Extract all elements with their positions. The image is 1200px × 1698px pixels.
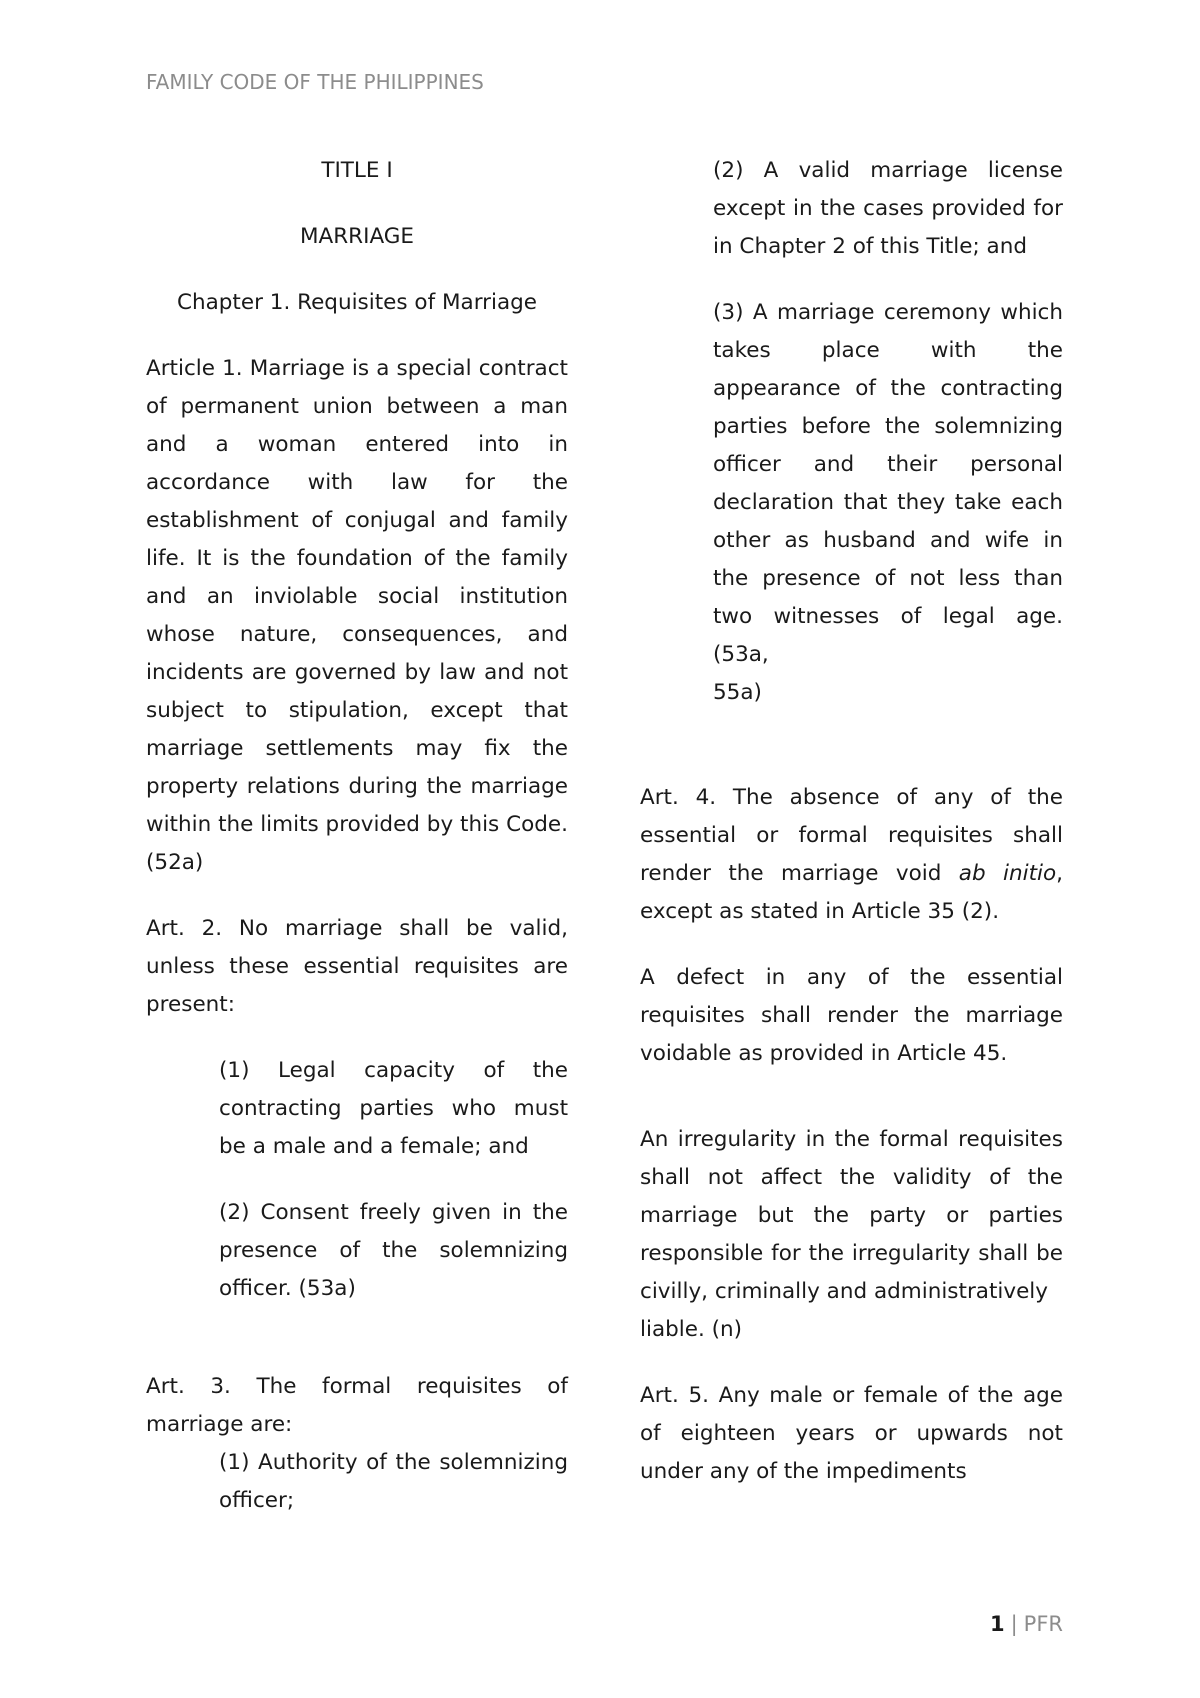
subtitle-heading: MARRIAGE <box>299 224 415 249</box>
article-4 <box>640 779 1063 931</box>
article-3-item-3-end: 55a) <box>713 680 762 705</box>
article-4-text-end: , except as stated in Article 35 (2). <box>640 861 1063 924</box>
article-3-item-2: (2) A valid marriage license except in the cases provided for in Chapter 2 of this Title; and <box>713 158 1063 259</box>
footer-label: PFR <box>1023 1612 1063 1636</box>
page-number: 1 <box>989 1612 1005 1636</box>
left-column <box>146 152 568 1520</box>
article-3-item-1: (1) Authority of the solemnizing officer; <box>219 1450 568 1513</box>
article-2: Art. 2. No marriage shall be valid, unless these essential requisites are present: <box>146 916 568 1017</box>
article-2-item-2: (2) Consent freely given in the presence of the solemnizing officer. (53a) <box>219 1200 568 1301</box>
article-3: Art. 3. The formal requisites of marriage are: <box>146 1374 568 1437</box>
article-4-text: Art. 4. The absence of any of the essential or formal requisites shall render the marriage void <box>640 785 1063 886</box>
title-heading: TITLE I <box>321 158 393 183</box>
article-2-item-1: (1) Legal capacity of the contracting parties who must be a male and a female; and <box>219 1058 568 1159</box>
right-column <box>640 152 1063 1491</box>
article-1: Article 1. Marriage is a special contract of permanent union between a man and a woman entered into in accordance with law for the establishment of conjugal and family life. It is the foundation of the family and an inviolable social institution whose nature, consequences, and incidents are governed by law and not subject to stipulation, except that marriage settlements may fix the property relations during the marriage within the limits provided by this Code. (52a) <box>146 356 568 875</box>
footer-separator: | <box>1010 1612 1018 1636</box>
article-3-item-3: (3) A marriage ceremony which takes place with the appearance of the contracting parties before the solemnizing officer and their personal declaration that they take each other as husband and wife in the presence of not less than two witnesses of legal age. (53a, <box>713 300 1063 667</box>
running-header: FAMILY CODE OF THE PHILIPPINES <box>146 70 484 94</box>
article-4-latin: ab initio <box>958 861 1057 886</box>
article-4-paragraph-2: A defect in any of the essential requisites shall render the marriage voidable as provided in Article 45. <box>640 965 1063 1066</box>
article-4-paragraph-3-end: liable. (n) <box>640 1317 743 1342</box>
article-4-paragraph-3: An irregularity in the formal requisites shall not affect the validity of the marriage but the party or parties responsible for the irregularity shall be civilly, criminally and administratively <box>640 1127 1063 1304</box>
page-footer <box>990 1612 1063 1636</box>
article-5: Art. 5. Any male or female of the age of eighteen years or upwards not under any of the impediments <box>640 1383 1063 1484</box>
chapter-heading: Chapter 1. Requisites of Marriage <box>176 290 538 315</box>
